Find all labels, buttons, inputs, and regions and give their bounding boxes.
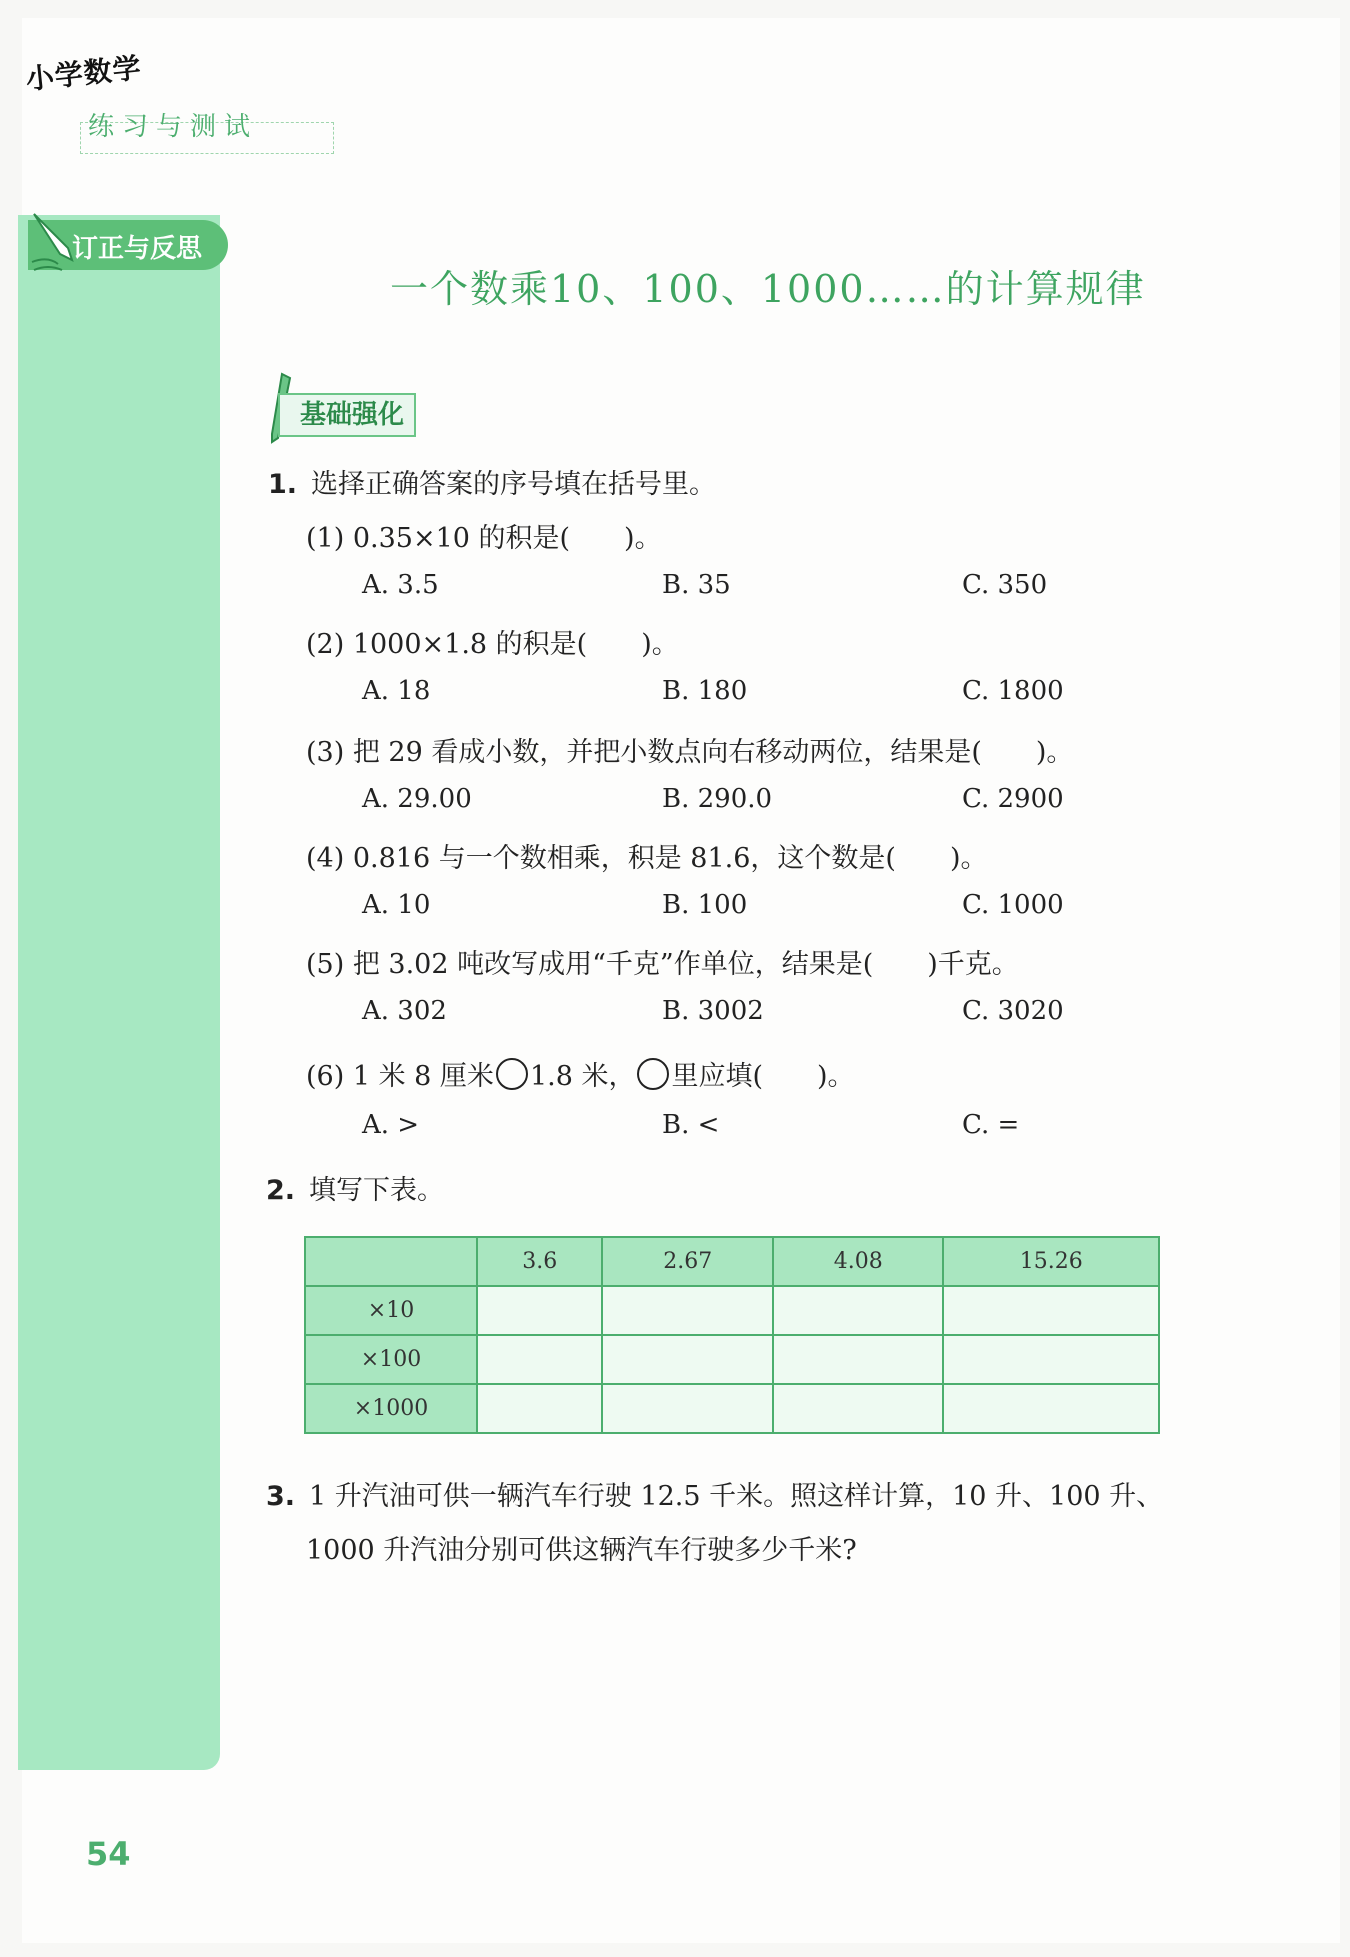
option-c: C. 1000 [962, 890, 1064, 920]
answer-cell[interactable] [602, 1286, 772, 1335]
option-c: C. = [962, 1110, 1020, 1140]
stem-part: 1.8 米， [529, 1061, 636, 1092]
option-c: C. 3020 [962, 996, 1064, 1026]
column-header: 15.26 [943, 1237, 1159, 1286]
table-header-row [305, 1237, 1159, 1286]
option-b: B. 3002 [662, 996, 764, 1026]
option-b: B. 35 [662, 570, 731, 600]
table-corner-cell [305, 1237, 477, 1286]
answer-cell[interactable] [943, 1286, 1159, 1335]
option-a: A. > [362, 1110, 420, 1140]
answer-cell[interactable] [943, 1384, 1159, 1433]
question-text: 1 升汽油可供一辆汽车行驶 12.5 千米。照这样计算，10 升、100 升、 [309, 1481, 1164, 1512]
option-b: B. < [662, 1110, 720, 1140]
option-a: A. 29.00 [362, 784, 472, 814]
option-a: A. 10 [362, 890, 431, 920]
book-subtitle: 练习与测试 [88, 112, 259, 142]
q1-item-stem: (2) 1000×1.8 的积是( )。 [306, 629, 679, 660]
row-header: ×1000 [305, 1384, 477, 1433]
column-header: 2.67 [602, 1237, 772, 1286]
column-header: 4.08 [773, 1237, 943, 1286]
book-brand [24, 51, 259, 142]
answer-cell[interactable] [773, 1286, 943, 1335]
table-row [305, 1286, 1159, 1335]
question-1 [268, 462, 716, 501]
option-c: C. 350 [962, 570, 1048, 600]
option-c: C. 1800 [962, 676, 1064, 706]
comparison-circle [637, 1058, 669, 1090]
question-number: 3. [266, 1481, 296, 1512]
page-title: 一个数乘10、100、1000……的计算规律 [390, 267, 1146, 311]
stem-part: (6) 1 米 8 厘米 [306, 1061, 494, 1092]
option-c: C. 2900 [962, 784, 1064, 814]
option-a: A. 3.5 [362, 570, 439, 600]
answer-cell[interactable] [602, 1335, 772, 1384]
q1-item-stem: (4) 0.816 与一个数相乘，积是 81.6，这个数是( )。 [306, 843, 988, 874]
page-number: 54 [86, 1835, 131, 1873]
q1-item-stem: (5) 把 3.02 吨改写成用“千克”作单位，结果是( )千克。 [306, 949, 1019, 980]
q1-item-stem: (1) 0.35×10 的积是( )。 [306, 523, 662, 554]
question-2 [266, 1168, 444, 1207]
option-b: B. 180 [662, 676, 748, 706]
question-text: 填写下表。 [309, 1175, 445, 1206]
q1-item-stem: (3) 把 29 看成小数，并把小数点向右移动两位，结果是( )。 [306, 737, 1074, 768]
answer-cell[interactable] [943, 1335, 1159, 1384]
option-b: B. 100 [662, 890, 748, 920]
row-header: ×100 [305, 1335, 477, 1384]
fill-in-table [304, 1236, 1160, 1434]
option-a: A. 18 [362, 676, 431, 706]
answer-cell[interactable] [477, 1335, 602, 1384]
table-row [305, 1335, 1159, 1384]
q1-item-6-stem [306, 1054, 855, 1093]
question-number: 1. [268, 469, 298, 500]
section-label: 基础强化 [278, 393, 416, 437]
stem-part: 里应填( )。 [671, 1061, 855, 1092]
option-b: B. 290.0 [662, 784, 773, 814]
column-header: 3.6 [477, 1237, 602, 1286]
comparison-circle [496, 1058, 528, 1090]
row-header: ×10 [305, 1286, 477, 1335]
question-3-line-2: 1000 升汽油分别可供这辆汽车行驶多少千米? [306, 1535, 857, 1566]
answer-cell[interactable] [773, 1384, 943, 1433]
question-text: 选择正确答案的序号填在括号里。 [311, 469, 717, 500]
sidebar-tab-label: 订正与反思 [72, 234, 203, 264]
question-number: 2. [266, 1175, 296, 1206]
answer-cell[interactable] [773, 1335, 943, 1384]
table-row [305, 1384, 1159, 1433]
book-title: 小学数学 [24, 51, 144, 97]
notes-sidebar [18, 215, 220, 1770]
pencil-icon [28, 208, 78, 278]
answer-cell[interactable] [602, 1384, 772, 1433]
answer-cell[interactable] [477, 1384, 602, 1433]
option-a: A. 302 [362, 996, 447, 1026]
answer-cell[interactable] [477, 1286, 602, 1335]
question-3 [266, 1474, 1163, 1513]
